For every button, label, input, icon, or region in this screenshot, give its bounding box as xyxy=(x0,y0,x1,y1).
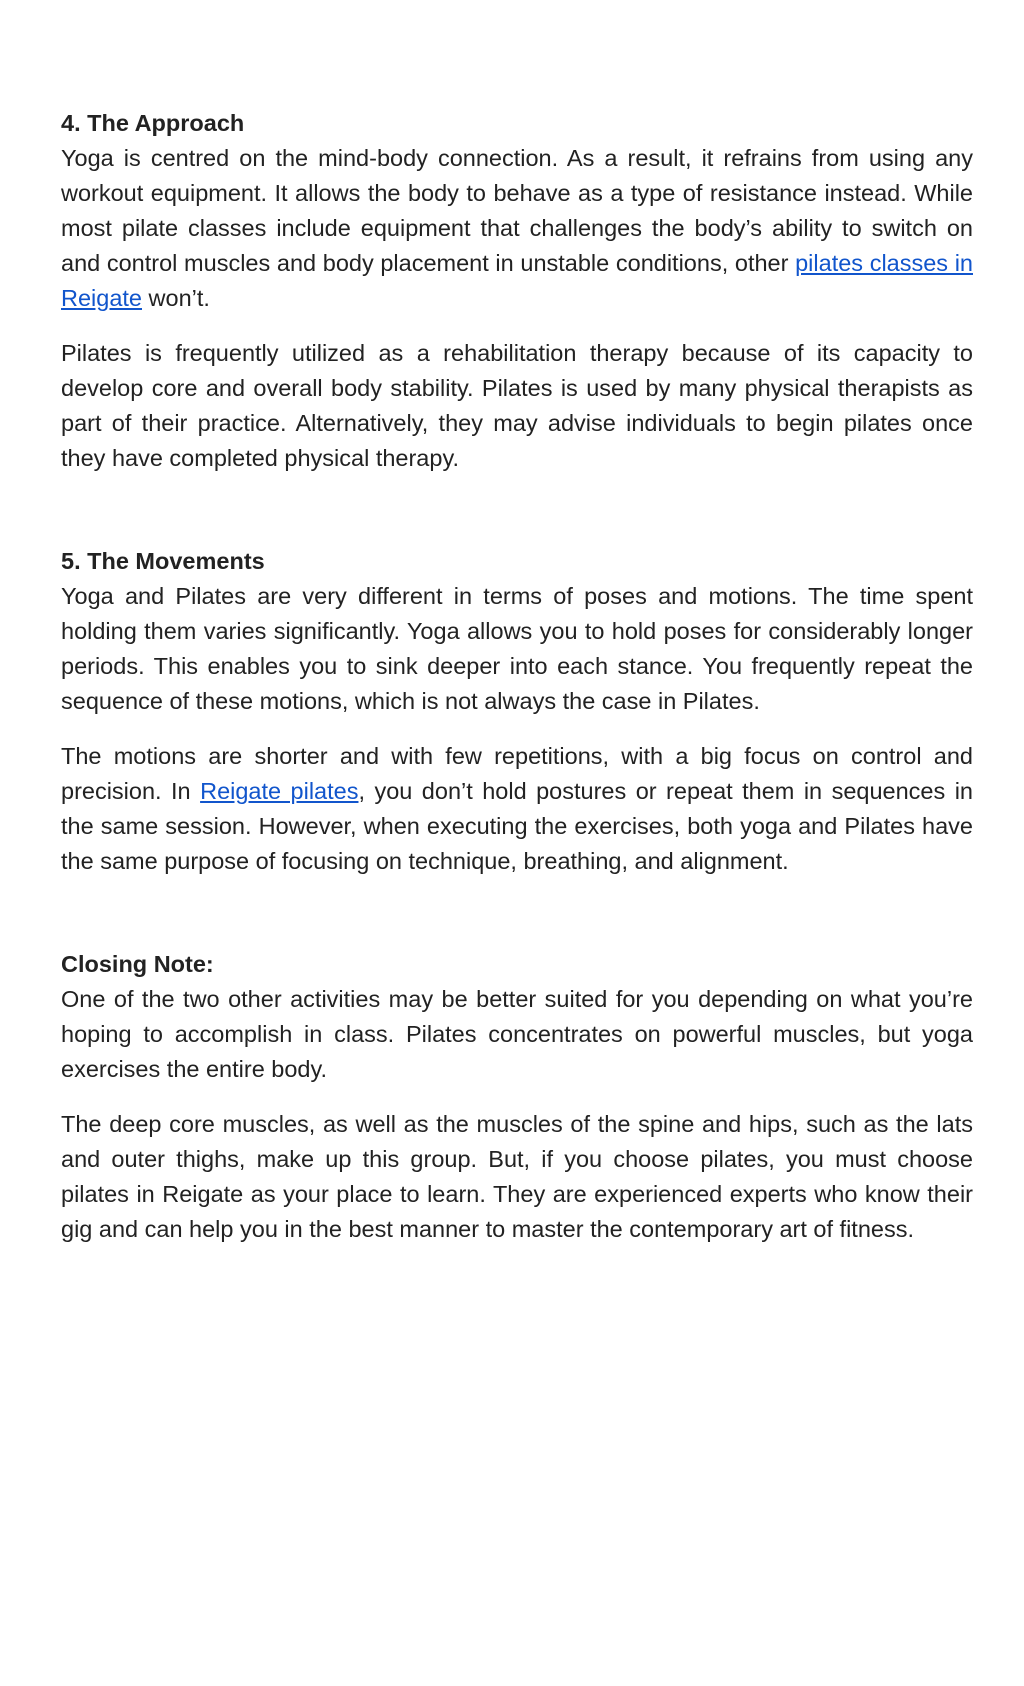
pilates-classes-link[interactable]: pilates classes in Reigate xyxy=(61,250,973,311)
section-title: 4. The Approach xyxy=(61,110,245,136)
section-closing-note xyxy=(61,947,973,1247)
paragraph: The deep core muscles, as well as the muscles of the spine and hips, such as the lats and outer thighs, make up this group. But, if you choose pilates, you must choose pilates in Reigate as your place to learn. They are experienced experts who know their gig and can help you in the best manner to master the contemporary art of fitness. xyxy=(61,1111,973,1242)
reigate-pilates-link[interactable]: Reigate pilates xyxy=(200,778,359,804)
section-spacer xyxy=(61,496,973,544)
paragraph: One of the two other activities may be better suited for you depending on what you’re hoping to accomplish in class. Pilates concentrates on powerful muscles, but yoga exercises the entire body. xyxy=(61,986,973,1082)
section-title: 5. The Movements xyxy=(61,548,265,574)
document-page xyxy=(61,106,973,1267)
paragraph-text: , you don’t hold postures or repeat them in sequences in the same session. However, when executing the exercises, both yoga and Pilates have the same purpose of focusing on technique, breathing, and alignment. xyxy=(61,778,973,874)
section-movements xyxy=(61,544,973,879)
section-spacer xyxy=(61,899,973,947)
paragraph-text: Yoga is centred on the mind-body connection. As a result, it refrains from using any workout equipment. It allows the body to behave as a type of resistance instead. While most pilate classes include equipment that challenges the body’s ability to switch on and control muscles and body placement in unstable conditions, other xyxy=(61,145,973,276)
paragraph: Yoga and Pilates are very different in terms of poses and motions. The time spent holding them varies significantly. Yoga allows you to hold poses for considerably longer periods. This enables you to sink deeper into each stance. You frequently repeat the sequence of these motions, which is not always the case in Pilates. xyxy=(61,583,973,714)
section-approach xyxy=(61,106,973,476)
paragraph-text: won’t. xyxy=(142,285,210,311)
paragraph-text: The motions are shorter and with few repetitions, with a big focus on control and precision. In xyxy=(61,743,973,804)
paragraph: Pilates is frequently utilized as a rehabilitation therapy because of its capacity to develop core and overall body stability. Pilates is used by many physical therapists as part of their practice. Alternatively, they may advise individuals to begin pilates once they have completed physical therapy. xyxy=(61,340,973,471)
paragraph xyxy=(61,739,973,879)
section-title: Closing Note: xyxy=(61,951,214,977)
paragraph xyxy=(61,141,973,316)
